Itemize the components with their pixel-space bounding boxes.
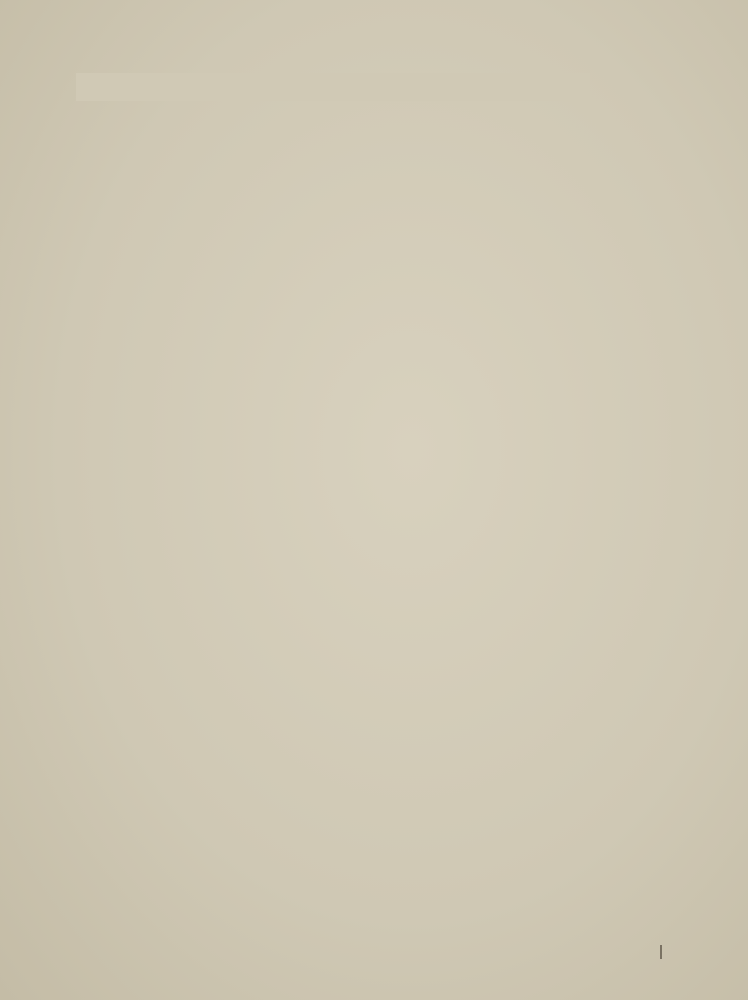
page-edge-mark bbox=[660, 945, 662, 959]
decorative-ornament-band bbox=[76, 73, 590, 101]
